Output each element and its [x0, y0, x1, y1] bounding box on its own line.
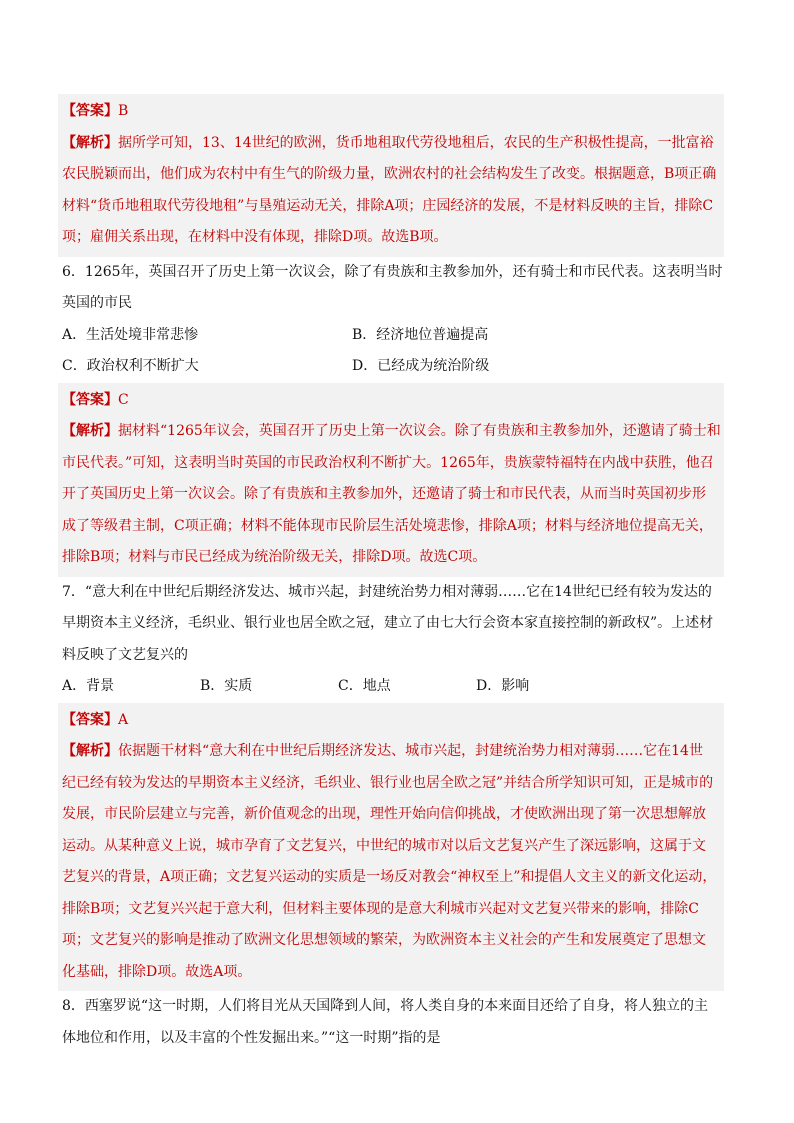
answer-value: C [118, 391, 129, 408]
analysis-text: 据材料“1265年议会，英国召开了历史上第一次议会。除了有贵族和主教参加外，还邀请了骑士和 [118, 423, 721, 439]
q7-analysis-line-1 [62, 736, 724, 768]
q6-question [62, 257, 724, 383]
analysis-tag: 【解析】 [62, 743, 118, 759]
analysis-tag: 【解析】 [62, 423, 118, 439]
q6-option-c: C．政治权利不断扩大 [62, 358, 199, 374]
q7-question [62, 577, 724, 703]
q6-stem-line-2: 英国的市民 [62, 295, 132, 311]
q6-analysis-line-3: 开了英国历史上第一次议会。除了有贵族和主教参加外，还邀请了骑士和市民代表，从而当时英国初步形 [62, 486, 706, 502]
q5-analysis-line-1 [62, 128, 724, 160]
q6-option-a: A．生活处境非常悲惨 [62, 326, 199, 343]
q6-analysis-line-1 [62, 416, 724, 448]
q7-stem-line-2: 早期资本主义经济，毛织业、银行业也居全欧之冠，建立了由七大行会资本家直接控制的新政权”。上述材 [62, 615, 714, 631]
q8-stem-line-1: 8．西塞罗说“这一时期，人们将目光从天国降到人间，将人类自身的本来面目还给了自身，将人独立的主 [62, 998, 709, 1014]
q6-option-b: B．经济地位普遍提高 [352, 326, 489, 343]
q7-analysis-line-2: 纪已经有较为发达的早期资本主义经济，毛织业、银行业也居全欧之冠”并结合所学知识可知，正是城市的 [62, 774, 714, 791]
answer-tag: 【答案】 [62, 391, 118, 408]
q7-option-c: C．地点 [338, 678, 391, 694]
q8-stem-line-2: 体地位和作用，以及丰富的个性发掘出来。”“这一时期”指的是 [62, 1029, 441, 1046]
q6-stem-line-1: 6．1265年，英国召开了历史上第一次议会，除了有贵族和主教参加外，还有骑士和市民代表。这表明当时 [62, 263, 723, 280]
answer-tag: 【答案】 [62, 711, 118, 728]
answer-value: B [118, 103, 129, 119]
q5-answer-line [62, 96, 724, 128]
q7-analysis-line-8: 化基础，排除D项。故选A项。 [62, 963, 252, 980]
q6-answer-line [62, 385, 724, 417]
document-body [62, 94, 724, 1054]
q8-question [62, 991, 724, 1054]
q5-analysis-line-3: 材料“货币地租取代劳役地租”与垦殖运动无关，排除A项；庄园经济的发展，不是材料反映的主旨，排除C [62, 197, 714, 214]
q7-option-b: B．实质 [200, 678, 253, 694]
q7-option-a: A．背景 [62, 678, 115, 694]
q5-analysis-line-4: 项；雇佣关系出现，在材料中没有体现，排除D项。故选B项。 [62, 229, 448, 245]
q7-analysis-line-7: 项；文艺复兴的影响是推动了欧洲文化思想领域的繁荣，为欧洲资本主义社会的产生和发展奠定了思想文 [62, 932, 706, 948]
q6-analysis-line-2: 市民代表。”可知，这表明当时英国的市民政治权利不断扩大。1265年，贵族蒙特福特在内战中获胜，他召 [62, 454, 714, 471]
q7-analysis-line-3: 发展，市民阶层建立与完善，新价值观念的出现，理性开始向信仰挑战，才使欧洲出现了第一次思想解放 [62, 806, 706, 822]
q7-answer-block [58, 703, 724, 992]
q6-analysis-line-4: 成了等级君主制，C项正确；材料不能体现市民阶层生活处境悲惨，排除A项；材料与经济地位提高无关， [62, 517, 713, 534]
q6-option-d: D．已经成为统治阶级 [352, 358, 490, 374]
analysis-tag: 【解析】 [62, 134, 118, 151]
q7-analysis-line-4: 运动。从某种意义上说，城市孕育了文艺复兴，中世纪的城市对以后文艺复兴产生了深远影响，这属于文 [62, 837, 706, 854]
analysis-text: 据所学可知，13、14世纪的欧洲，货币地租取代劳役地租后，农民的生产积极性提高，一批富裕 [118, 134, 714, 151]
q6-analysis-line-5: 排除B项；材料与市民已经成为统治阶级无关，排除D项。故选C项。 [62, 549, 487, 565]
q5-answer-block [58, 94, 724, 257]
q6-options-row-1 [62, 320, 724, 352]
answer-tag: 【答案】 [62, 103, 118, 119]
q7-answer-line [62, 705, 724, 737]
q6-answer-block [58, 383, 724, 577]
q7-stem-line-1: 7．“意大利在中世纪后期经济发达、城市兴起，封建统治势力相对薄弱……它在14世纪已经有较为发达的 [62, 583, 712, 600]
analysis-text: 依据题干材料“意大利在中世纪后期经济发达、城市兴起，封建统治势力相对薄弱……它在14世 [118, 743, 703, 759]
answer-value: A [118, 711, 129, 728]
q6-options-row-2 [62, 351, 724, 383]
q7-analysis-line-6: 排除B项；文艺复兴兴起于意大利，但材料主要体现的是意大利城市兴起对文艺复兴带来的影响，排除C [62, 900, 699, 917]
q7-stem-line-3: 料反映了文艺复兴的 [62, 646, 188, 663]
q7-options-row [62, 671, 724, 703]
q5-analysis-line-2: 农民脱颖而出，他们成为农村中有生气的阶级力量，欧洲农村的社会结构发生了改变。根据题意，B项正确 [62, 166, 717, 182]
q7-option-d: D．影响 [476, 678, 530, 694]
q7-analysis-line-5: 艺复兴的背景，A项正确；文艺复兴运动的实质是一场反对教会“神权至上”和提倡人文主义的新文化运动， [62, 869, 717, 885]
